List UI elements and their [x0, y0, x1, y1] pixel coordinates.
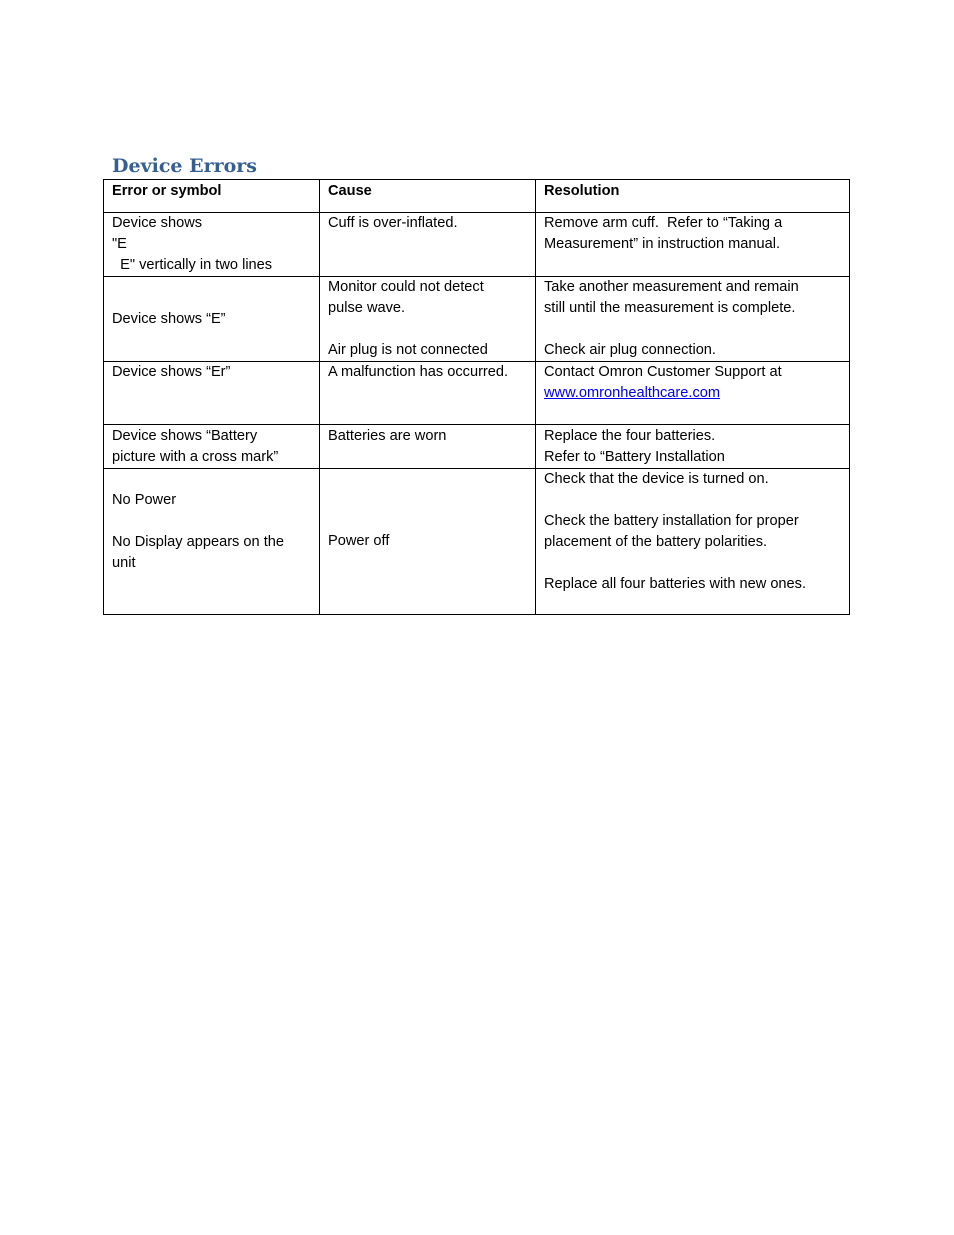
cell-line: Check that the device is turned on.	[544, 471, 769, 487]
error-cell	[104, 362, 320, 425]
column-header-cause: Cause	[320, 180, 536, 213]
column-header-resolution: Resolution	[536, 180, 850, 213]
table-row	[104, 425, 850, 469]
table-row	[104, 362, 850, 425]
blank-line	[112, 469, 311, 490]
blank-line	[328, 319, 527, 340]
resolution-cell	[536, 213, 850, 277]
cause-cell	[320, 277, 536, 362]
cell-line: Power off	[328, 533, 390, 549]
column-header-error: Error or symbol	[104, 180, 320, 213]
cell-line: No Display appears on the	[112, 534, 284, 550]
cell-line: Take another measurement and remain	[544, 279, 799, 295]
cell-line: Replace the four batteries.	[544, 428, 716, 444]
cell-line: Air plug is not connected	[328, 342, 488, 358]
cell-line: Measurement” in instruction manual.	[544, 236, 781, 252]
table-row	[104, 469, 850, 615]
cell-line: picture with a cross mark”	[112, 449, 279, 465]
cell-line: Device shows “Battery	[112, 428, 258, 444]
cell-line: Remove arm cuff. Refer to “Taking a	[544, 215, 783, 231]
cell-line: Check the battery installation for proper	[544, 513, 799, 529]
cell-line: Replace all four batteries with new ones.	[544, 576, 807, 592]
page-title: Device Errors	[112, 155, 257, 177]
cause-cell	[320, 362, 536, 425]
blank-line	[112, 511, 311, 532]
cell-line: Device shows	[112, 215, 203, 231]
resolution-cell	[536, 277, 850, 362]
table-header-row	[104, 180, 850, 213]
cell-line: unit	[112, 555, 136, 571]
error-cell	[104, 425, 320, 469]
error-cell	[104, 469, 320, 615]
cell-line: Contact Omron Customer Support at	[544, 364, 782, 380]
error-cell	[104, 277, 320, 362]
table-row	[104, 277, 850, 362]
table-row	[104, 213, 850, 277]
cell-line: Device shows “E”	[112, 310, 226, 327]
cell-line: Refer to “Battery Installation	[544, 449, 725, 465]
omron-website-link[interactable]: www.omronhealthcare.com	[544, 385, 721, 401]
error-cell	[104, 213, 320, 277]
cause-cell	[320, 425, 536, 469]
cell-line: pulse wave.	[328, 300, 406, 316]
blank-line	[544, 553, 841, 574]
cell-line: Monitor could not detect	[328, 279, 484, 295]
cell-line: No Power	[112, 492, 177, 508]
cell-line: A malfunction has occurred.	[328, 364, 509, 380]
device-errors-table	[103, 179, 850, 615]
cause-cell	[320, 213, 536, 277]
cell-line: Cuff is over-inflated.	[328, 215, 458, 231]
cell-line: Check air plug connection.	[544, 342, 716, 358]
cell-line: E" vertically in two lines	[112, 257, 273, 273]
blank-line	[544, 490, 841, 511]
cell-line: placement of the battery polarities.	[544, 534, 768, 550]
cell-line: Batteries are worn	[328, 428, 447, 444]
cause-cell	[320, 469, 536, 615]
resolution-cell	[536, 362, 850, 425]
resolution-cell	[536, 469, 850, 615]
cell-line: Device shows “Er”	[112, 364, 231, 380]
blank-line	[544, 319, 841, 340]
cell-line: "E	[112, 236, 127, 252]
cell-line: still until the measurement is complete.	[544, 300, 796, 316]
resolution-cell	[536, 425, 850, 469]
